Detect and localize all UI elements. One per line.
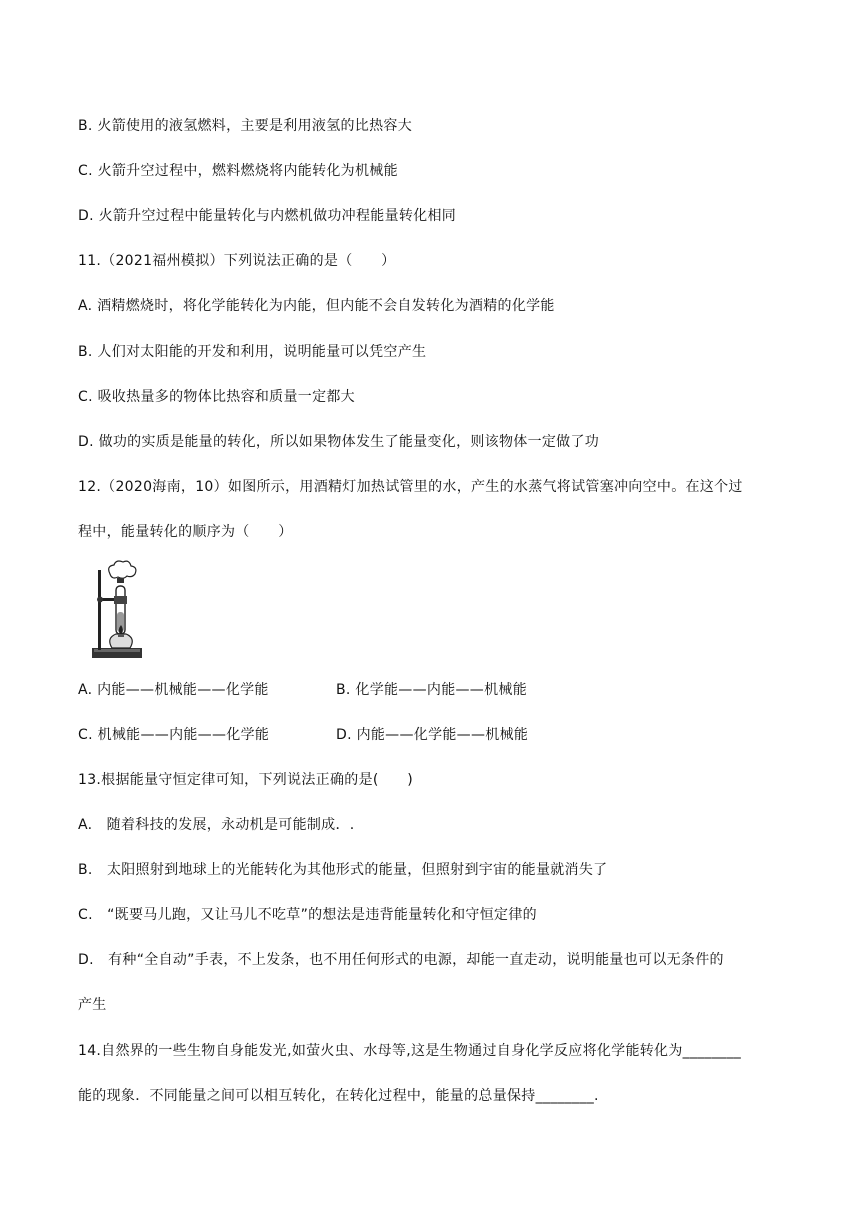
q11-option-d: D. 做功的实质是能量的转化，所以如果物体发生了能量变化，则该物体一定做了功 [78,434,600,450]
q13-option-a: A. 随着科技的发展，永动机是可能制成．. [78,817,355,833]
q12-option-b: B. 化学能——内能——机械能 [336,682,528,698]
q14-line1: 14.自然界的一些生物自身能发光,如萤火虫、水母等,这是生物通过自身化学反应将化学能转化为________ [78,1043,742,1059]
q10-option-c: C. 火箭升空过程中，燃料燃烧将内能转化为机械能 [78,163,398,179]
q13-option-d-line2: 产生 [78,997,107,1013]
q13-option-b: B. 太阳照射到地球上的光能转化为其他形式的能量，但照射到宇宙的能量就消失了 [78,862,608,878]
q12-option-d: D. 内能——化学能——机械能 [336,727,529,743]
alcohol-lamp-test-tube-figure [90,560,152,662]
q10-option-d: D. 火箭升空过程中能量转化与内燃机做功冲程能量转化相同 [78,208,457,224]
q14-line2: 能的现象．不同能量之间可以相互转化，在转化过程中，能量的总量保持________. [78,1088,599,1104]
q11-option-c: C. 吸收热量多的物体比热容和质量一定都大 [78,389,355,405]
q10-option-b: B. 火箭使用的液氢燃料，主要是利用液氢的比热容大 [78,118,413,134]
q11-stem: 11.（2021福州模拟）下列说法正确的是（ ） [78,253,396,269]
q11-option-b: B. 人们对太阳能的开发和利用，说明能量可以凭空产生 [78,344,427,360]
q12-stem-line1: 12.（2020海南，10）如图所示，用酒精灯加热试管里的水，产生的水蒸气将试管塞冲向空中。在这个过 [78,479,743,495]
q12-option-c: C. 机械能——内能——化学能 [78,727,270,743]
q13-option-d-line1: D. 有种“全自动”手表，不上发条，也不用任何形式的电源，却能一直走动，说明能量也可以无条件的 [78,952,724,968]
q12-option-a: A. 内能——机械能——化学能 [78,682,269,698]
q11-option-a: A. 酒精燃烧时，将化学能转化为内能，但内能不会自发转化为酒精的化学能 [78,298,555,314]
q13-option-c: C. “既要马儿跑，又让马儿不吃草”的想法是违背能量转化和守恒定律的 [78,907,537,923]
q13-stem: 13.根据能量守恒定律可知，下列说法正确的是( ) [78,772,413,788]
q12-stem-line2: 程中，能量转化的顺序为（ ） [78,524,293,540]
